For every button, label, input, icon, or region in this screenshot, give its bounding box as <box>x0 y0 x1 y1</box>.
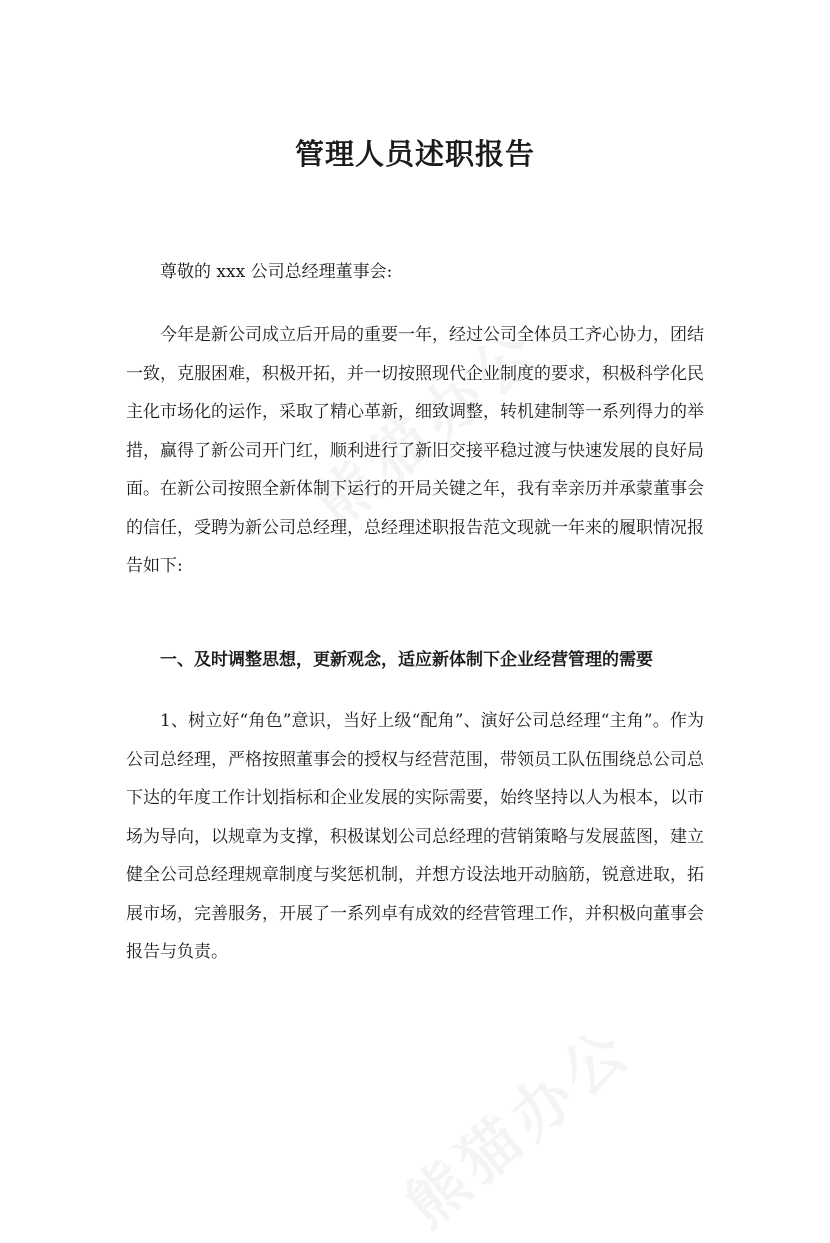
section-heading-1: 一、及时调整思想，更新观念，适应新体制下企业经营管理的需要 <box>160 650 653 670</box>
watermark-logo <box>384 1003 648 1243</box>
salutation-line: 尊敬的 xxx 公司总经理董事会: <box>160 262 393 282</box>
body-paragraph-intro: 今年是新公司成立后开局的重要一年，经过公司全体员工齐心协力，团结一致，克服困难，积极开拓，并一切按照现代企业制度的要求，积极科学化民主化市场化的运作，采取了精心革新，细致调整，转机建制等一系列得力的举措，赢得了新公司开门红，顺利进行了新旧交接平稳过渡与快速发展的良好局面。在新公司按照全新体制下运行的开局关键之年，我有幸亲历并承蒙董事会的信任，受聘为新公司总经理，总经理述职报告范文现就一年来的履职情况报告如下: <box>126 325 704 576</box>
body-paragraph-section1-item1: 1、树立好“角色”意识，当好上级“配角”、演好公司总经理“主角”。作为公司总经理，严格按照董事会的授权与经营范围，带领员工队伍围绕总公司总下达的年度工作计划指标和企业发展的实际需要，始终坚持以人为根本，以市场为导向，以规章为支撑，积极谋划公司总经理的营销策略与发展蓝图，建立健全公司总经理规章制度与奖惩机制，并想方设法地开动脑筋，锐意进取，拓展市场，完善服务，开展了一系列卓有成效的经营管理工作，并积极向董事会报告与负责。 <box>126 711 704 962</box>
document-title: 管理人员述职报告 <box>294 137 535 172</box>
